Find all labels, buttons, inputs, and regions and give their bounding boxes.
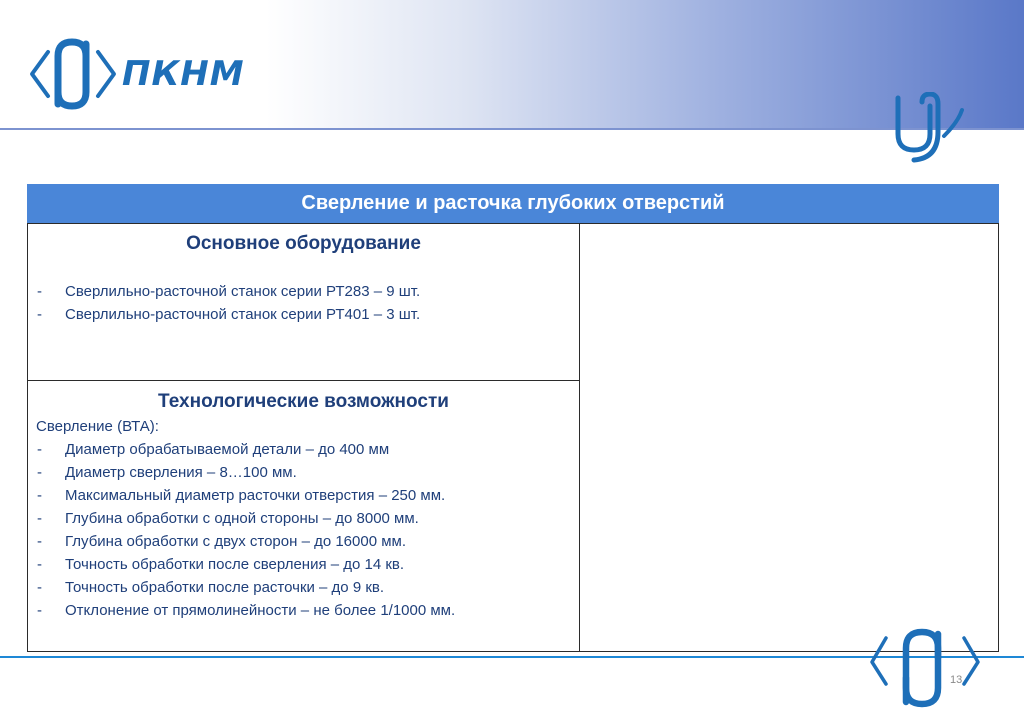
- list-item: - Сверлильно-расточной станок серии РТ401 – 3 шт.: [28, 303, 579, 326]
- footer-logo-mark-icon: [870, 618, 980, 708]
- capabilities-section: [27, 380, 580, 652]
- company-logo-icon: [28, 34, 118, 114]
- equipment-heading: Основное оборудование: [186, 233, 421, 254]
- header-divider: [0, 128, 1024, 130]
- list-item: - Точность обработки после расточки – до 9 кв.: [28, 576, 579, 599]
- slide-title-bar: [27, 184, 999, 223]
- company-logo-text: ПКНМ: [122, 54, 245, 94]
- equipment-list: [28, 280, 579, 326]
- list-item: - Глубина обработки с одной стороны – до 8000 мм.: [28, 507, 579, 530]
- capabilities-subheading: Сверление (ВТА):: [36, 418, 159, 435]
- corner-logo-mark-icon: [888, 92, 966, 166]
- image-placeholder-panel: [579, 223, 999, 652]
- capabilities-list: [28, 438, 579, 622]
- list-item: - Диаметр сверления – 8…100 мм.: [28, 461, 579, 484]
- equipment-section: [27, 223, 580, 381]
- capabilities-heading: Технологические возможности: [158, 391, 449, 412]
- list-item: - Сверлильно-расточной станок серии РТ283 – 9 шт.: [28, 280, 579, 303]
- list-item: - Глубина обработки с двух сторон – до 16000 мм.: [28, 530, 579, 553]
- slide-title: Сверление и расточка глубоких отверстий: [301, 192, 725, 214]
- list-item: - Диаметр обрабатываемой детали – до 400 мм: [28, 438, 579, 461]
- list-item: - Максимальный диаметр расточки отверстия – 250 мм.: [28, 484, 579, 507]
- list-item: - Точность обработки после сверления – до 14 кв.: [28, 553, 579, 576]
- list-item: - Отклонение от прямолинейности – не более 1/1000 мм.: [28, 599, 579, 622]
- page-number: 13: [950, 674, 963, 686]
